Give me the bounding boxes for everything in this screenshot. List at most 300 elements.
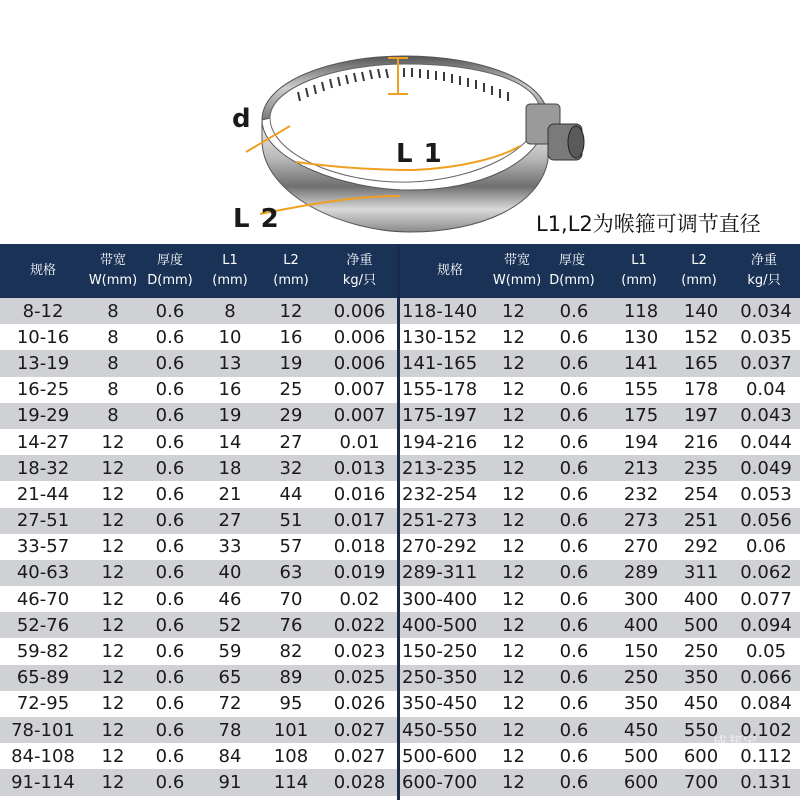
table-cell: 0.6 (155, 352, 185, 374)
table-row (0, 560, 397, 586)
table-cell: 165 (683, 352, 719, 374)
table-cell: 0.013 (333, 457, 386, 479)
table-cell: 175 (623, 405, 659, 427)
spec-table-left (0, 244, 397, 796)
table-cell: 0.6 (155, 614, 185, 636)
table-cell: 0.034 (740, 300, 792, 322)
table-cell: 12 (502, 457, 525, 479)
table-cell: 91-114 (11, 771, 75, 793)
table-cell: 12 (502, 771, 525, 793)
table-cell: 0.6 (559, 352, 589, 374)
table-cell: 18 (218, 457, 242, 479)
table-cell: 213-235 (402, 457, 478, 479)
table-cell: 0.02 (339, 588, 380, 610)
column-header-text: (mm) (212, 273, 248, 288)
table-row (0, 691, 397, 717)
table-cell: 140 (683, 300, 719, 322)
table-cell: 0.027 (333, 745, 386, 767)
watermark: 成邦宝 (713, 735, 758, 751)
table-cell: 52-76 (16, 614, 70, 636)
column-header (322, 244, 397, 298)
table-body (400, 298, 800, 796)
table-cell: 0.043 (740, 405, 792, 427)
table-cell: 0.6 (559, 641, 589, 663)
table-cell: 0.6 (559, 667, 589, 689)
table-row (400, 455, 800, 481)
table-row (0, 665, 397, 691)
table-cell: 0.084 (740, 693, 792, 715)
table-cell: 0.094 (740, 614, 792, 636)
table-cell: 78-101 (11, 719, 75, 741)
column-header (86, 244, 140, 298)
table-row (400, 429, 800, 455)
table-row (400, 665, 800, 691)
table-cell: 57 (279, 536, 303, 558)
table-cell: 0.6 (155, 693, 185, 715)
table-cell: 108 (273, 745, 309, 767)
table-cell: 65-89 (16, 667, 70, 689)
table-cell: 12 (101, 641, 125, 663)
table-cell: 251 (683, 510, 719, 532)
table-cell: 12 (101, 693, 125, 715)
table-cell: 12 (502, 431, 525, 453)
table-cell: 450 (683, 693, 719, 715)
table-row (0, 743, 397, 769)
table-header (0, 244, 397, 298)
table-cell: 12 (101, 562, 125, 584)
table-cell: 19 (279, 352, 303, 374)
dimension-d-label: d (232, 104, 251, 134)
column-header (140, 244, 200, 298)
table-cell: 311 (683, 562, 719, 584)
table-cell: 197 (683, 405, 719, 427)
table-cell: 130 (623, 326, 659, 348)
table-cell: 600 (623, 771, 659, 793)
table-cell: 51 (279, 510, 303, 532)
table-cell: 289-311 (402, 562, 478, 584)
table-cell: 12 (279, 300, 303, 322)
table-cell: 235 (683, 457, 719, 479)
table-cell: 95 (279, 693, 303, 715)
table-cell: 0.6 (155, 667, 185, 689)
table-cell: 0.025 (333, 667, 386, 689)
figure-caption: L1,L2为喉箍可调节直径 (536, 212, 761, 236)
table-row (0, 298, 397, 324)
table-cell: 251-273 (402, 510, 478, 532)
column-header-text: (mm) (621, 273, 657, 288)
table-cell: 0.6 (155, 431, 185, 453)
table-cell: 0.6 (559, 326, 589, 348)
table-cell: 178 (683, 379, 719, 401)
table-row (400, 612, 800, 638)
table-cell: 12 (502, 483, 525, 505)
column-header (730, 244, 798, 298)
table-cell: 0.022 (333, 614, 386, 636)
table-row (400, 638, 800, 664)
column-header-text: kg/只 (342, 273, 377, 288)
table-cell: 16-25 (16, 379, 70, 401)
column-header-text: L2 (691, 253, 707, 268)
table-cell: 46 (218, 588, 242, 610)
table-row (0, 612, 397, 638)
table-cell: 12 (502, 693, 525, 715)
table-cell: 141-165 (402, 352, 478, 374)
table-row (0, 769, 397, 795)
table-cell: 63 (279, 562, 303, 584)
table-cell: 270-292 (402, 536, 478, 558)
table-cell: 10 (218, 326, 242, 348)
column-header (200, 244, 260, 298)
table-cell: 12 (101, 719, 125, 741)
table-cell: 0.037 (740, 352, 792, 374)
table-cell: 500-600 (402, 745, 478, 767)
table-cell: 12 (101, 483, 125, 505)
table-header (400, 244, 800, 298)
table-cell: 21 (218, 483, 242, 505)
table-row (0, 717, 397, 743)
table-cell: 289 (623, 562, 659, 584)
table-cell: 0.6 (559, 719, 589, 741)
table-cell: 300-400 (402, 588, 478, 610)
table-cell: 0.05 (745, 641, 787, 663)
column-header-text: 规格 (29, 263, 56, 278)
table-cell: 273 (623, 510, 659, 532)
table-cell: 59-82 (16, 641, 70, 663)
table-cell: 40 (218, 562, 242, 584)
table-cell: 12 (101, 667, 125, 689)
table-cell: 194 (623, 431, 659, 453)
table-cell: 18-32 (16, 457, 70, 479)
table-cell: 0.6 (155, 457, 185, 479)
table-row (400, 691, 800, 717)
table-row (0, 586, 397, 612)
table-cell: 0.018 (333, 536, 386, 558)
table-cell: 27-51 (16, 510, 70, 532)
column-header-text: 厚度 (156, 253, 183, 268)
table-cell: 0.044 (740, 431, 792, 453)
table-cell: 0.6 (155, 641, 185, 663)
table-cell: 0.6 (155, 300, 185, 322)
table-cell: 114 (273, 771, 309, 793)
spec-table (0, 244, 800, 800)
table-cell: 0.6 (155, 379, 185, 401)
column-header (492, 244, 542, 298)
table-cell: 155-178 (402, 379, 478, 401)
column-header-text: D(mm) (549, 273, 595, 288)
table-cell: 0.019 (333, 562, 386, 584)
table-cell: 0.062 (740, 562, 792, 584)
column-header-text: D(mm) (147, 273, 193, 288)
table-cell: 12 (502, 745, 525, 767)
table-cell: 0.6 (155, 326, 185, 348)
table-cell: 0.6 (559, 614, 589, 636)
table-cell: 232-254 (402, 483, 478, 505)
table-cell: 91 (218, 771, 242, 793)
table-row (0, 638, 397, 664)
table-cell: 84-108 (11, 745, 75, 767)
table-row (400, 481, 800, 507)
table-row (0, 455, 397, 481)
table-cell: 82 (279, 641, 303, 663)
table-cell: 0.6 (559, 510, 589, 532)
table-row (400, 508, 800, 534)
table-cell: 12 (502, 326, 525, 348)
table-cell: 65 (218, 667, 242, 689)
table-cell: 33-57 (16, 536, 70, 558)
table-cell: 213 (623, 457, 659, 479)
table-cell: 8 (107, 379, 119, 401)
table-cell: 250 (623, 667, 659, 689)
table-cell: 0.028 (333, 771, 386, 793)
table-cell: 0.6 (155, 588, 185, 610)
table-cell: 59 (218, 641, 242, 663)
table-cell: 76 (279, 614, 303, 636)
table-cell: 21-44 (16, 483, 70, 505)
table-cell: 0.6 (559, 536, 589, 558)
table-row (400, 377, 800, 403)
table-cell: 12 (502, 641, 525, 663)
table-cell: 400 (683, 588, 719, 610)
column-header-text: 厚度 (558, 253, 585, 268)
table-row (400, 534, 800, 560)
table-cell: 0.06 (745, 536, 787, 558)
table-cell: 0.6 (559, 431, 589, 453)
table-cell: 0.102 (740, 719, 792, 741)
table-cell: 0.006 (333, 300, 386, 322)
table-cell: 12 (502, 614, 525, 636)
table-cell: 0.006 (333, 352, 386, 374)
table-cell: 12 (101, 771, 125, 793)
table-cell: 0.01 (339, 431, 380, 453)
table-cell: 8 (107, 300, 119, 322)
table-cell: 0.027 (333, 719, 386, 741)
table-row (0, 324, 397, 350)
table-cell: 0.6 (155, 719, 185, 741)
table-cell: 0.007 (333, 405, 386, 427)
table-cell: 44 (279, 483, 303, 505)
table-cell: 450-550 (402, 719, 478, 741)
column-header (0, 244, 86, 298)
table-cell: 84 (218, 745, 242, 767)
table-cell: 0.6 (559, 483, 589, 505)
table-row (0, 534, 397, 560)
table-row (400, 324, 800, 350)
table-row (400, 298, 800, 324)
table-row (0, 429, 397, 455)
table-cell: 0.6 (155, 771, 185, 793)
table-cell: 12 (502, 588, 525, 610)
table-cell: 600 (683, 745, 719, 767)
column-header-text: 带宽 (99, 253, 126, 268)
table-cell: 0.6 (155, 510, 185, 532)
table-cell: 16 (279, 326, 303, 348)
spec-table-right (400, 244, 800, 796)
table-cell: 0.6 (559, 771, 589, 793)
table-cell: 12 (101, 614, 125, 636)
table-cell: 0.6 (155, 405, 185, 427)
table-cell: 72 (218, 693, 242, 715)
table-cell: 550 (683, 719, 719, 741)
table-cell: 270 (623, 536, 659, 558)
table-cell: 254 (683, 483, 719, 505)
table-row (400, 586, 800, 612)
table-cell: 0.6 (559, 588, 589, 610)
table-cell: 0.056 (740, 510, 792, 532)
table-cell: 175-197 (402, 405, 478, 427)
table-cell: 250 (683, 641, 719, 663)
table-cell: 600-700 (402, 771, 478, 793)
table-cell: 0.131 (740, 771, 792, 793)
table-cell: 0.6 (559, 300, 589, 322)
table-cell: 12 (502, 379, 525, 401)
table-cell: 12 (101, 588, 125, 610)
table-cell: 216 (683, 431, 719, 453)
table-cell: 0.023 (333, 641, 386, 663)
column-header-text: 净重 (750, 253, 777, 268)
table-cell: 0.026 (333, 693, 386, 715)
table-cell: 0.6 (559, 457, 589, 479)
table-cell: 0.066 (740, 667, 792, 689)
table-cell: 0.6 (155, 745, 185, 767)
table-cell: 0.017 (333, 510, 386, 532)
table-cell: 0.053 (740, 483, 792, 505)
table-cell: 12 (502, 719, 525, 741)
table-cell: 350 (683, 667, 719, 689)
table-cell: 33 (218, 536, 242, 558)
table-cell: 0.6 (559, 562, 589, 584)
table-cell: 0.006 (333, 326, 386, 348)
table-cell: 350 (623, 693, 659, 715)
table-cell: 300 (623, 588, 659, 610)
column-header (534, 244, 610, 298)
table-cell: 500 (683, 614, 719, 636)
table-cell: 12 (101, 536, 125, 558)
dimension-l1-label: L 1 (396, 139, 443, 169)
column-header-text: L1 (631, 253, 647, 268)
table-cell: 8-12 (22, 300, 64, 322)
table-cell: 118-140 (402, 300, 478, 322)
table-cell: 450 (623, 719, 659, 741)
table-cell: 14-27 (16, 431, 70, 453)
table-cell: 0.04 (745, 379, 787, 401)
table-cell: 0.007 (333, 379, 386, 401)
table-cell: 12 (502, 562, 525, 584)
column-header-text: kg/只 (747, 273, 781, 288)
dimension-l2-label: L 2 (233, 204, 280, 234)
table-cell: 0.6 (155, 562, 185, 584)
column-header-text: L2 (283, 253, 299, 268)
column-header-text: 带宽 (503, 253, 530, 268)
table-cell: 0.049 (740, 457, 792, 479)
table-cell: 16 (218, 379, 242, 401)
column-header-text: 规格 (436, 263, 463, 278)
table-cell: 0.112 (740, 745, 792, 767)
table-row (0, 403, 397, 429)
table-cell: 0.6 (559, 379, 589, 401)
column-header-text: 净重 (346, 253, 373, 268)
table-cell: 0.6 (559, 693, 589, 715)
column-header-text: W(mm) (492, 273, 542, 288)
table-cell: 130-152 (402, 326, 478, 348)
table-cell: 0.6 (559, 405, 589, 427)
table-cell: 700 (683, 771, 719, 793)
table-cell: 250-350 (402, 667, 478, 689)
table-cell: 0.6 (155, 483, 185, 505)
table-cell: 70 (279, 588, 303, 610)
table-cell: 72-95 (16, 693, 70, 715)
table-cell: 46-70 (16, 588, 70, 610)
table-cell: 0.077 (740, 588, 792, 610)
table-cell: 12 (502, 510, 525, 532)
table-cell: 40-63 (16, 562, 70, 584)
table-cell: 78 (218, 719, 242, 741)
table-body (0, 298, 397, 796)
table-cell: 19-29 (16, 405, 70, 427)
table-row (400, 350, 800, 376)
table-cell: 8 (107, 405, 119, 427)
table-cell: 0.6 (559, 745, 589, 767)
table-cell: 232 (623, 483, 659, 505)
table-row (0, 377, 397, 403)
table-cell: 150-250 (402, 641, 478, 663)
table-cell: 12 (101, 431, 125, 453)
column-header-text: W(mm) (88, 273, 138, 288)
table-cell: 52 (218, 614, 242, 636)
table-row (400, 560, 800, 586)
table-cell: 400 (623, 614, 659, 636)
table-cell: 8 (224, 300, 236, 322)
table-cell: 12 (502, 536, 525, 558)
table-cell: 19 (218, 405, 242, 427)
table-cell: 350-450 (402, 693, 478, 715)
column-header (610, 244, 668, 298)
table-cell: 8 (107, 352, 119, 374)
column-header-text: L1 (222, 253, 238, 268)
column-header-text: (mm) (681, 273, 717, 288)
table-cell: 89 (279, 667, 303, 689)
table-cell: 194-216 (402, 431, 478, 453)
table-row (400, 403, 800, 429)
table-cell: 12 (502, 300, 525, 322)
table-cell: 8 (107, 326, 119, 348)
table-cell: 27 (218, 510, 242, 532)
table-row (400, 769, 800, 795)
table-cell: 27 (279, 431, 303, 453)
table-row (0, 508, 397, 534)
table-cell: 155 (623, 379, 659, 401)
table-cell: 29 (279, 405, 303, 427)
product-figure (0, 0, 800, 244)
table-cell: 12 (101, 457, 125, 479)
column-header (400, 244, 500, 298)
table-cell: 12 (502, 667, 525, 689)
table-row (0, 350, 397, 376)
table-cell: 101 (273, 719, 309, 741)
table-row (0, 481, 397, 507)
table-cell: 0.6 (155, 536, 185, 558)
table-cell: 14 (218, 431, 242, 453)
table-cell: 25 (279, 379, 303, 401)
column-header (668, 244, 730, 298)
table-cell: 13 (218, 352, 242, 374)
table-cell: 10-16 (16, 326, 70, 348)
table-cell: 150 (623, 641, 659, 663)
table-cell: 12 (502, 405, 525, 427)
table-cell: 12 (502, 352, 525, 374)
column-header-text: (mm) (273, 273, 309, 288)
column-header (260, 244, 322, 298)
table-cell: 141 (623, 352, 659, 374)
